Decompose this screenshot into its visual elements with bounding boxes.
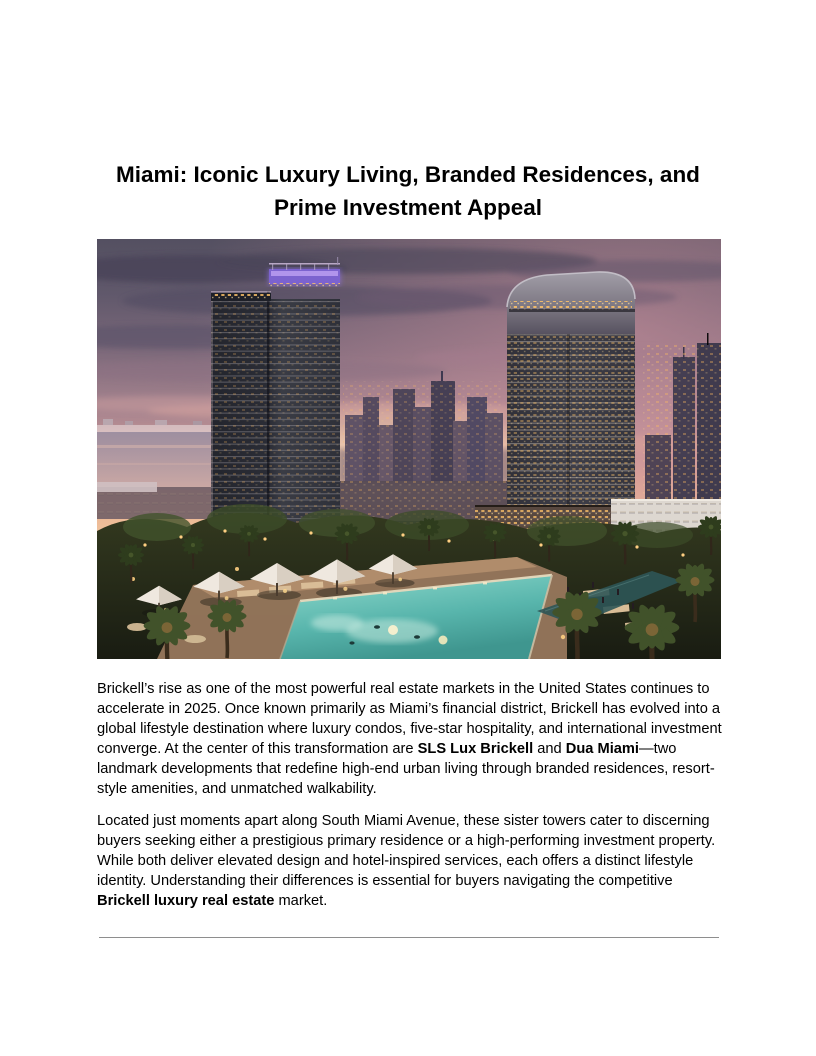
title-line-1: Miami: Iconic Luxury Living, Branded Residences, and (116, 162, 700, 187)
downtown-skyline (337, 371, 522, 483)
title-line-2: Prime Investment Appeal (273, 195, 542, 220)
text-run: market. (274, 893, 328, 909)
text-run: Located just moments apart along South Miami Avenue, these sister towers cater to discerning buyers seeking either a prestigious primary residence or a high-performing investment property. While both deliver elevated design and hotel-inspired services, each offers a distinct lifestyle identity. Understanding their differences is essential for buyers navigating the competitive (97, 813, 716, 889)
bold-text-run: Dua Miami (565, 741, 639, 757)
text-run: Brickell’s rise as one of the most powerful real estate markets in the United States continues to accelerate in 2025. Once known primarily as Miami’s financial district, Brickell has evolved into a global lifestyle destination where luxury condos, five-star hospitality, and international investment converge. At the center of this transformation are (97, 681, 722, 757)
parasol (184, 635, 206, 643)
text-run: —two landmark developments that redefine high-end urban living through branded residences, resort-style amenities, and unmatched walkability. (97, 741, 715, 797)
bold-text-run: SLS Lux Brickell (417, 741, 534, 757)
text-run: and (533, 741, 566, 757)
horizontal-rule (99, 937, 719, 938)
page-title (96, 158, 720, 224)
bold-text-run: Brickell luxury real estate (97, 893, 275, 909)
hero-image (97, 239, 721, 659)
paragraph-2 (97, 811, 723, 911)
paragraph-1 (97, 679, 723, 799)
hero-image-scene (97, 239, 721, 659)
